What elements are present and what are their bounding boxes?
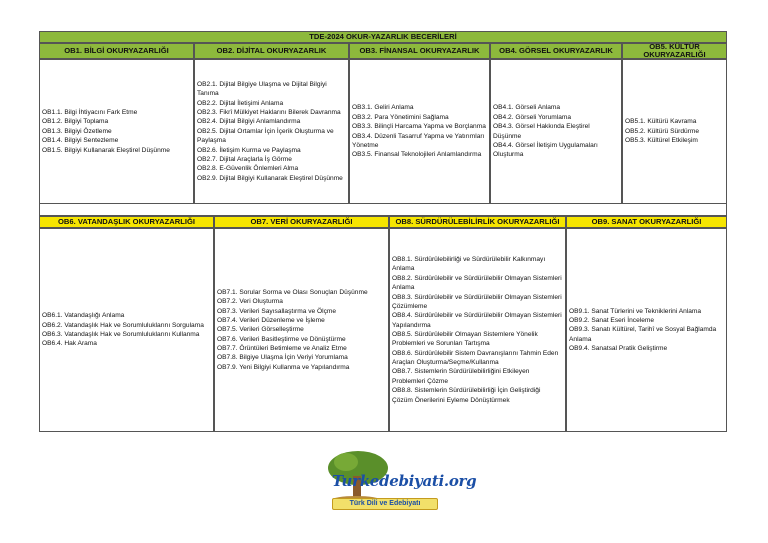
skill-item: OB2.8. E-Güvenlik Önlemleri Alma xyxy=(197,165,299,173)
skill-item: OB6.1. Vatandaşlığı Anlama xyxy=(42,312,125,320)
logo-subtitle: Türk Dili ve Edebiyatı xyxy=(332,498,438,510)
skill-item: OB8.6. Sürdürülebilir Sistem Davranışlarını Tahmin Eden Araçları Oluşturma/Seçme/Kullanma xyxy=(392,349,559,367)
skill-item: OB2.3. Fikrî Mülkiyet Haklarını Bilerek Davranma xyxy=(197,109,341,117)
skill-item: OB3.1. Geliri Anlama xyxy=(352,104,414,112)
cell-ob2 xyxy=(194,59,349,204)
skill-item: OB2.1. Dijital Bilgiye Ulaşma ve Dijital Bilgiyi Tanıma xyxy=(197,81,327,98)
skill-item: OB6.3. Vatandaşlık Hak ve Sorumluluklarını Kullanma xyxy=(42,331,200,338)
header-ob6: OB6. VATANDAŞLIK OKURYAZARLIĞI xyxy=(39,216,214,228)
skill-item: OB3.5. Finansal Teknolojileri Anlamlandırma xyxy=(352,151,482,159)
table-title: TDE-2024 OKUR-YAZARLIK BECERİLERİ xyxy=(39,31,727,43)
skill-item: OB7.4. Verileri Düzenleme ve İşleme xyxy=(217,316,325,324)
skill-item: OB5.2. Kültürü Sürdürme xyxy=(625,127,700,135)
skill-item: OB1.4. Bilgiyi Sentezleme xyxy=(42,137,119,145)
skill-item: OB4.1. Görseli Anlama xyxy=(493,104,561,112)
skill-item: OB8.3. Sürdürülebilir ve Sürdürülebilir Olmayan Sistemleri Çözümleme xyxy=(392,293,562,310)
cell-ob8 xyxy=(389,228,566,432)
skill-item: OB1.2. Bilgiyi Toplama xyxy=(42,118,109,126)
skill-item: OB5.3. Kültürel Etkileşim xyxy=(625,137,698,145)
skill-item: OB9.2. Sanat Eseri İnceleme xyxy=(569,316,655,324)
skill-item: OB1.1. Bilgi İhtiyacını Fark Etme xyxy=(42,109,138,117)
skill-item: OB6.2. Vatandaşlık Hak ve Sorumluluklarını Sorgulama xyxy=(42,321,204,329)
bottom-header-row xyxy=(39,216,727,228)
skill-item: OB2.6. İletişim Kurma ve Paylaşma xyxy=(197,146,301,154)
header-ob1: OB1. BİLGİ OKURYAZARLIĞI xyxy=(39,43,194,59)
logo-title: Turkedebiyati.org xyxy=(332,472,477,490)
skill-item: OB5.1. Kültürü Kavrama xyxy=(625,118,697,126)
skill-item: OB7.5. Verileri Görselleştirme xyxy=(217,326,304,334)
bottom-content-row xyxy=(39,228,727,432)
header-ob5: OB5. KÜLTÜR OKURYAZARLIĞI xyxy=(622,43,727,59)
cell-ob9 xyxy=(566,228,727,432)
skill-item: OB4.2. Görseli Yorumlama xyxy=(493,113,572,121)
skill-item: OB6.4. Hak Arama xyxy=(42,340,97,348)
skill-item: OB1.5. Bilgiyi Kullanarak Eleştirel Düşünme xyxy=(42,146,170,154)
skill-item: OB8.8. Sistemlerin Sürdürülebilirliği İçin Geliştirdiği Çözüm Önerilerini Eyleme Dönüştürmek xyxy=(392,387,541,404)
cell-ob4 xyxy=(490,59,622,204)
skill-item: OB8.2. Sürdürülebilir ve Sürdürülebilir Olmayan Sistemleri Anlama xyxy=(392,274,562,292)
skill-item: OB7.8. Bilgiye Ulaşma İçin Veriyi Yorumlama xyxy=(217,354,348,362)
skill-item: OB8.7. Sistemlerin Sürdürülebilirliğini Etkileyen Problemleri Çözme xyxy=(392,368,530,385)
top-header-row xyxy=(39,43,727,59)
skill-item: OB3.2. Para Yönetimini Sağlama xyxy=(352,113,449,121)
skill-item: OB7.3. Verileri Sayısallaştırma ve Ölçme xyxy=(217,307,337,315)
cell-ob5 xyxy=(622,59,727,204)
skill-item: OB9.3. Sanatı Kültürel, Tarihî ve Sosyal Bağlamda Anlama xyxy=(569,326,717,343)
skill-item: OB3.4. Düzenli Tasarruf Yapma ve Yatırımları Yönetme xyxy=(352,132,485,149)
skills-table xyxy=(39,31,727,432)
spacer-row xyxy=(39,204,727,216)
skill-item: OB9.1. Sanat Türlerini ve Tekniklerini Anlama xyxy=(569,307,702,315)
header-ob8: OB8. SÜRDÜRÜLEBİLİRLİK OKURYAZARLIĞI xyxy=(389,216,566,228)
skill-item: OB9.4. Sanatsal Pratik Geliştirme xyxy=(569,345,668,353)
cell-ob6 xyxy=(39,228,214,432)
skill-item: OB8.5. Sürdürülebilir Olmayan Sistemlere Yönelik Problemleri ve Sorunları Tartışma xyxy=(392,331,538,348)
skill-item: OB7.9. Yeni Bilgiyi Kullanma ve Yapılandırma xyxy=(217,363,350,371)
cell-ob7 xyxy=(214,228,389,432)
skill-item: OB3.3. Bilinçli Harcama Yapma ve Borçlanma xyxy=(352,123,486,131)
skill-item: OB2.4. Dijital Bilgiyi Anlamlandırma xyxy=(197,118,301,126)
header-ob4: OB4. GÖRSEL OKURYAZARLIK xyxy=(490,43,622,59)
skill-item: OB4.3. Görsel Hakkında Eleştirel Düşünme xyxy=(493,123,590,140)
logo-tree-highlight xyxy=(334,453,358,471)
skill-item: OB7.2. Veri Oluşturma xyxy=(217,298,283,306)
header-ob3: OB3. FİNANSAL OKURYAZARLIK xyxy=(349,43,490,59)
skill-item: OB8.4. Sürdürülebilir ve Sürdürülebilir Olmayan Sistemleri Yapılandırma xyxy=(392,312,562,329)
skill-item: OB7.1. Sorular Sorma ve Olası Sonuçları Düşünme xyxy=(217,288,368,296)
skill-item: OB2.7. Dijital Araçlarla İş Görme xyxy=(197,155,292,163)
skill-item: OB2.5. Dijital Ortamlar İçin İçerik Oluşturma ve Paylaşma xyxy=(197,127,334,145)
skill-item: OB2.9. Dijital Bilgiyi Kullanarak Eleştirel Düşünme xyxy=(197,174,343,182)
skill-item: OB2.2. Dijital İletişimi Anlama xyxy=(197,99,284,107)
header-ob9: OB9. SANAT OKURYAZARLIĞI xyxy=(566,216,727,228)
skill-item: OB8.1. Sürdürülebilirliği ve Sürdürülebilir Kalkınmayı Anlama xyxy=(392,256,546,273)
skill-item: OB1.3. Bilgiyi Özetleme xyxy=(42,127,112,135)
cell-ob3 xyxy=(349,59,490,204)
skill-item: OB4.4. Görsel İletişim Uygulamaları Oluşturma xyxy=(493,141,598,159)
skill-item: OB7.6. Verileri Basitleştirme ve Dönüştürme xyxy=(217,335,346,343)
skill-item: OB7.7. Örüntüleri Betimleme ve Analiz Etme xyxy=(217,345,347,353)
header-ob7: OB7. VERİ OKURYAZARLIĞI xyxy=(214,216,389,228)
cell-ob1 xyxy=(39,59,194,204)
top-content-row xyxy=(39,59,727,204)
header-ob2: OB2. DİJİTAL OKURYAZARLIK xyxy=(194,43,349,59)
